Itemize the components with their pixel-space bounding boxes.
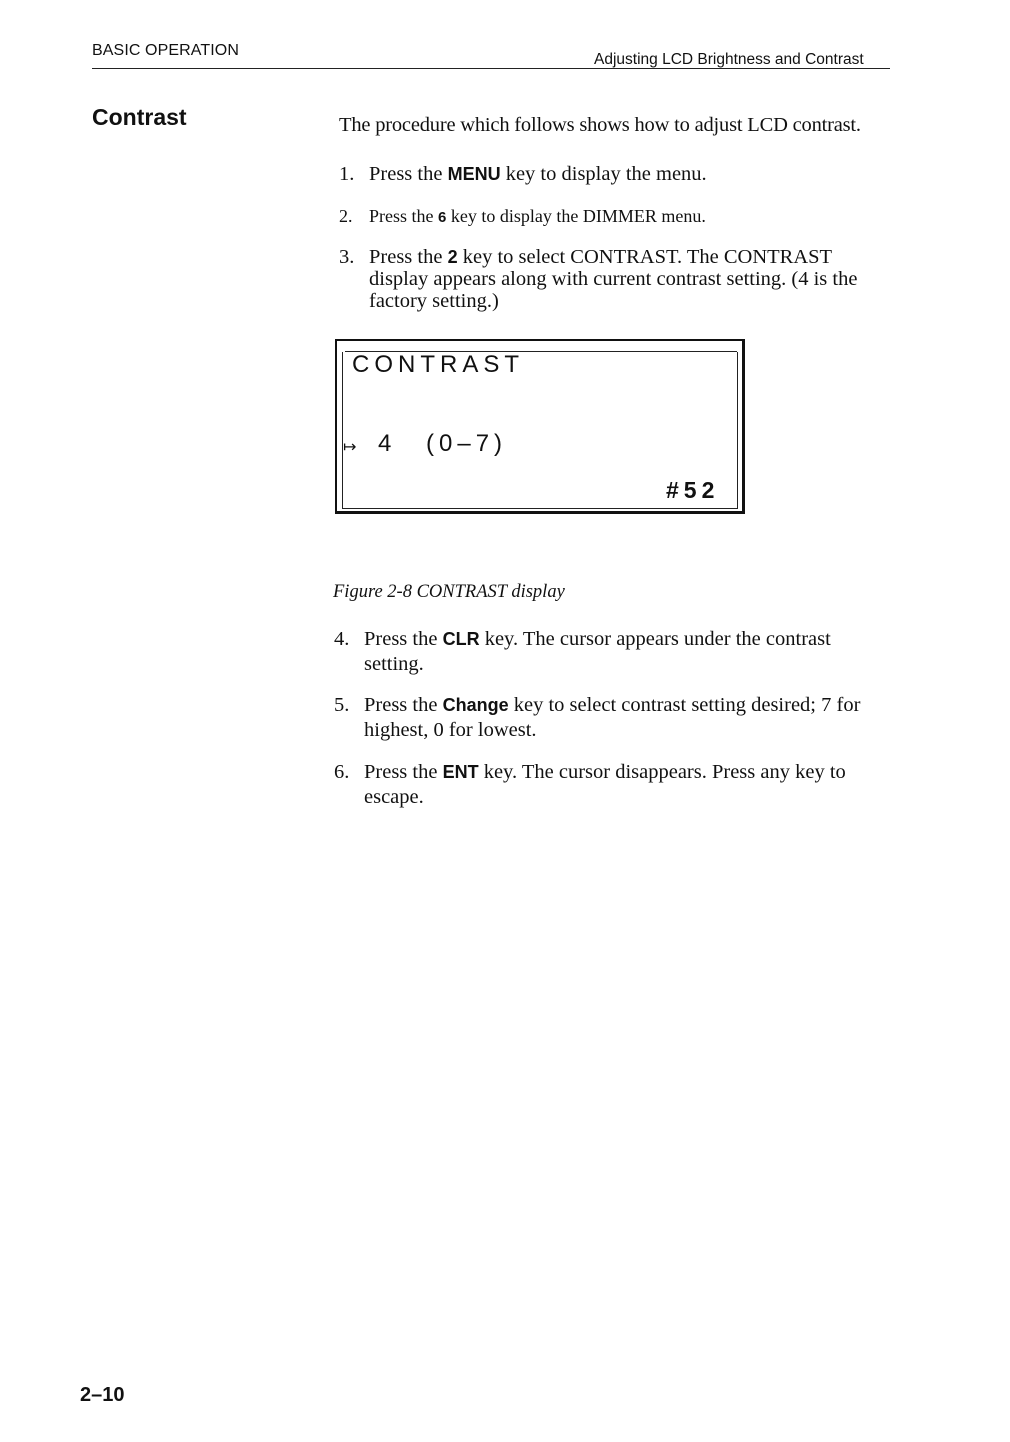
- step-number: 1.: [339, 163, 355, 185]
- step-text: [369, 204, 889, 230]
- step-number: 5.: [334, 694, 350, 716]
- step-text: [369, 246, 891, 312]
- intro-paragraph: The procedure which follows shows how to adjust LCD contrast.: [339, 114, 861, 136]
- section-title: Contrast: [92, 104, 187, 130]
- lcd-contrast-range: (0–7): [426, 430, 508, 457]
- cursor-arrow-icon: ↦: [343, 437, 357, 456]
- figure-caption: Figure 2-8 CONTRAST display: [333, 582, 565, 602]
- step-text: [364, 627, 888, 677]
- step-text-post: key. The cursor appears under the contrast setting.: [364, 628, 831, 675]
- running-header-chapter: BASIC OPERATION: [92, 42, 240, 59]
- step-text-pre: Press the: [369, 246, 448, 268]
- step-text-post: key to select CONTRAST. The CONTRAST display appears along with current contrast setting. (4 is the factory setting.): [369, 246, 858, 312]
- key-menu: MENU: [447, 164, 501, 184]
- lcd-contrast-value: 4: [378, 430, 392, 457]
- key-6: 6: [438, 209, 447, 226]
- page-number: 2–10: [80, 1384, 125, 1406]
- step-text-post: key to display the DIMMER menu.: [446, 206, 706, 226]
- step-text-pre: Press the: [364, 628, 443, 650]
- step-text-pre: Press the: [369, 206, 438, 226]
- step-text: [364, 760, 888, 810]
- key-clr: CLR: [442, 629, 480, 649]
- step-text-post: key to display the menu.: [500, 163, 707, 185]
- step-number: 3.: [339, 246, 355, 268]
- key-ent: ENT: [442, 762, 479, 782]
- step-number: 2.: [339, 206, 353, 226]
- step-text-pre: Press the: [369, 163, 448, 185]
- key-2: 2: [447, 247, 458, 267]
- running-header-topic: Adjusting LCD Brightness and Contrast: [594, 51, 864, 68]
- step-text-post: key. The cursor disappears. Press any key to escape.: [364, 761, 846, 808]
- step-text: [364, 693, 888, 743]
- lcd-title: CONTRAST: [352, 351, 524, 378]
- key-change: Change: [442, 695, 509, 715]
- step-text: [369, 162, 889, 187]
- header-rule: [92, 68, 890, 69]
- step-text-post: key to select contrast setting desired; 7 for highest, 0 for lowest.: [364, 694, 861, 741]
- lcd-screen-id: #52: [666, 477, 720, 503]
- step-text-pre: Press the: [364, 761, 443, 783]
- step-number: 4.: [334, 628, 350, 650]
- step-text-pre: Press the: [364, 694, 443, 716]
- step-number: 6.: [334, 761, 350, 783]
